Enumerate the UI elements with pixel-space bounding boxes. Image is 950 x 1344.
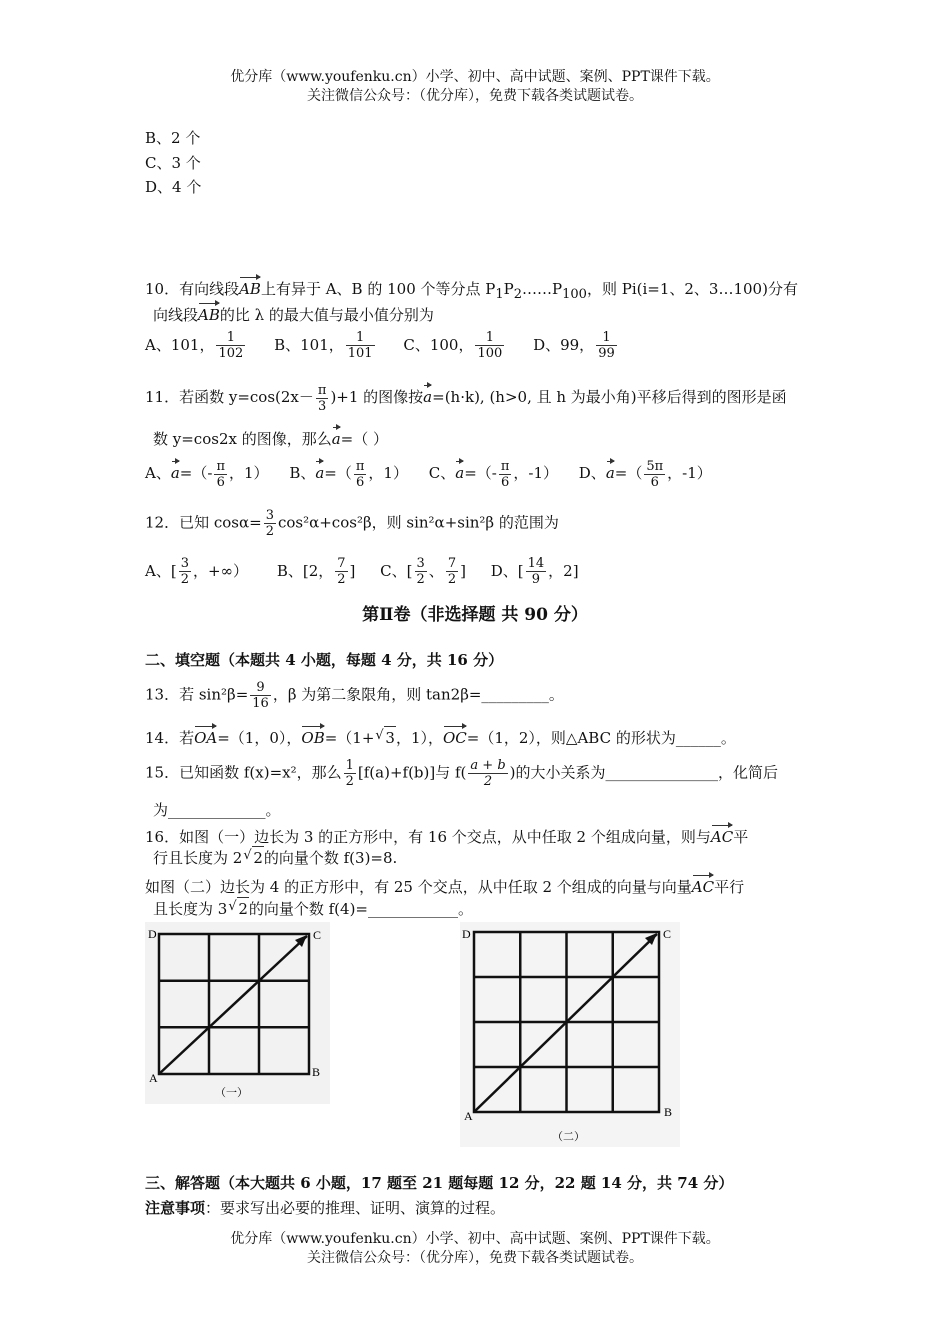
q11-option-b: B、a=（ $\frac{\pi}{6}$ ，1） bbox=[289, 458, 408, 490]
q10-option-c: C、100， $\frac{1}{100}$ bbox=[403, 330, 503, 361]
vector-ab: AB bbox=[198, 300, 220, 326]
q12-option-d: D、[ $\frac{14}{9}$ ，2] bbox=[490, 556, 579, 587]
fig2-label-b: B bbox=[664, 1105, 673, 1119]
figure-1-grid bbox=[145, 922, 330, 1104]
q9-option-d: D、4 个 bbox=[145, 178, 202, 196]
fig1-label-d: D bbox=[148, 927, 157, 941]
q12-option-b: B、[2， $\frac{7}{2}$ ] bbox=[276, 556, 356, 587]
q12-option-c: C、[ $\frac{3}{2}$ 、 $\frac{7}{2}$ ] bbox=[380, 556, 466, 587]
vector-a: a bbox=[423, 382, 432, 408]
q11-option-a: A、a=（- $\frac{\pi}{6}$ ，1） bbox=[145, 458, 269, 490]
q11-option-d: D、a=（ $\frac{5\pi}{6}$ ，-1） bbox=[578, 458, 712, 490]
vector-ab: AB bbox=[239, 274, 261, 300]
q12-options bbox=[145, 556, 579, 587]
section2-title: 二、填空题（本题共 4 小题，每题 4 分，共 16 分） bbox=[145, 651, 504, 669]
vector-oc: OC bbox=[443, 723, 467, 749]
vector-ac: AC bbox=[692, 872, 714, 898]
header-line-2: 关注微信公众号：（优分库），免费下载各类试题试卷。 bbox=[307, 88, 643, 104]
fig1-label-a: A bbox=[149, 1071, 158, 1085]
section3-title: 三、解答题（本大题共 6 小题，17 题至 21 题每题 12 分，22 题 14 分，共 74 分） bbox=[145, 1174, 734, 1192]
figure-2-grid bbox=[460, 922, 680, 1147]
q10-line-2: 向线段AB的比 λ 的最大值与最小值分别为 bbox=[153, 300, 434, 326]
vector-ob: OB bbox=[301, 723, 324, 749]
q10-options bbox=[145, 330, 619, 361]
q11-options bbox=[145, 458, 712, 490]
vector-ac: AC bbox=[711, 822, 733, 848]
fig1-label-b: B bbox=[312, 1065, 321, 1079]
q10-option-a: A、101， $\frac{1}{102}$ bbox=[145, 330, 244, 361]
fig1-caption: （一） bbox=[215, 1087, 248, 1099]
footer-line-2: 关注微信公众号：（优分库），免费下载各类试题试卷。 bbox=[307, 1250, 643, 1266]
footer-line-1: 优分库（www.youfenku.cn）小学、初中、高中试题、案例、PPT课件下载。 bbox=[230, 1231, 720, 1247]
note-label: 注意事项 bbox=[145, 1199, 206, 1217]
vector-oa: OA bbox=[194, 723, 217, 749]
fig2-label-d: D bbox=[462, 927, 471, 941]
q16-line-1: 16．如图（一）边长为 3 的正方形中，有 16 个交点，从中任取 2 个组成向量，则与AC平 bbox=[145, 822, 748, 848]
fig1-label-c: C bbox=[313, 928, 322, 942]
q10-option-b: B、101， $\frac{1}{101}$ bbox=[274, 330, 373, 361]
vector-a: a bbox=[332, 424, 341, 450]
q11-option-c: C、a=（- $\frac{\pi}{6}$ ，-1） bbox=[428, 458, 558, 490]
note bbox=[145, 1197, 505, 1219]
part2-title: 第Ⅱ卷（非选择题 共 90 分） bbox=[362, 605, 588, 625]
q9-option-b: B、2 个 bbox=[145, 129, 201, 147]
fig2-label-c: C bbox=[663, 927, 672, 941]
q10-line-1: 10．有向线段AB上有异于 A、B 的 100 个等分点 $P_1P_2\dots\dots P_{100}$，则 Pi(i=1、2、3…100)分有 bbox=[145, 274, 798, 306]
q13: 13．若 sin²β= $\frac{9}{16}$ ，β 为第二象限角，则 tan2β=_________。 bbox=[145, 680, 564, 711]
q9-option-c: C、3 个 bbox=[145, 154, 201, 172]
q16-line-4: 且长度为 3√ 2的向量个数 f(4)=____________。 bbox=[153, 897, 473, 920]
q15-line-2: 为_____________。 bbox=[153, 801, 281, 819]
fig2-label-a: A bbox=[464, 1109, 473, 1123]
note-text: ：要求写出必要的推理、证明、演算的过程。 bbox=[205, 1199, 506, 1217]
q11-line-2: 数 y=cos2x 的图像，那么a=（ ） bbox=[153, 424, 388, 450]
header-line-1: 优分库（www.youfenku.cn）小学、初中、高中试题、案例、PPT课件下载。 bbox=[230, 69, 720, 85]
q16-line-3: 如图（二）边长为 4 的正方形中，有 25 个交点，从中任取 2 个组成的向量与向量AC平行 bbox=[145, 872, 744, 898]
q10-option-d: D、99， $\frac{1}{99}$ bbox=[533, 330, 615, 361]
q11-line-1: 11．若函数 y=cos(2x－ $\frac{\pi}{3}$ )+1 的图像按a=(h·k), (h>0, 且 h 为最小角)平移后得到的图形是函 bbox=[145, 382, 787, 414]
q14: 14．若OA=（1，0），OB=（1+√ 3，1），OC=（1，2），则△ABC 的形状为______。 bbox=[145, 723, 736, 749]
q12-option-a: A、[ $\frac{3}{2}$ ，+∞） bbox=[145, 556, 249, 587]
q12-line-1: 12．已知 cosα= $\frac{3}{2}$ cos²α+cos²β，则 sin²α+sin²β 的范围为 bbox=[145, 508, 559, 539]
q15-line-1: 15．已知函数 f(x)=x²，那么 $\frac{1}{2}$ [f(a)+f(b)]与 f( $\frac{a + b}{2}$ )的大小关系为_______________，化简后 bbox=[145, 758, 779, 789]
q16-line-2: 行且长度为 2√ 2的向量个数 f(3)=8. bbox=[153, 846, 397, 869]
fig2-caption: （二） bbox=[552, 1131, 585, 1143]
